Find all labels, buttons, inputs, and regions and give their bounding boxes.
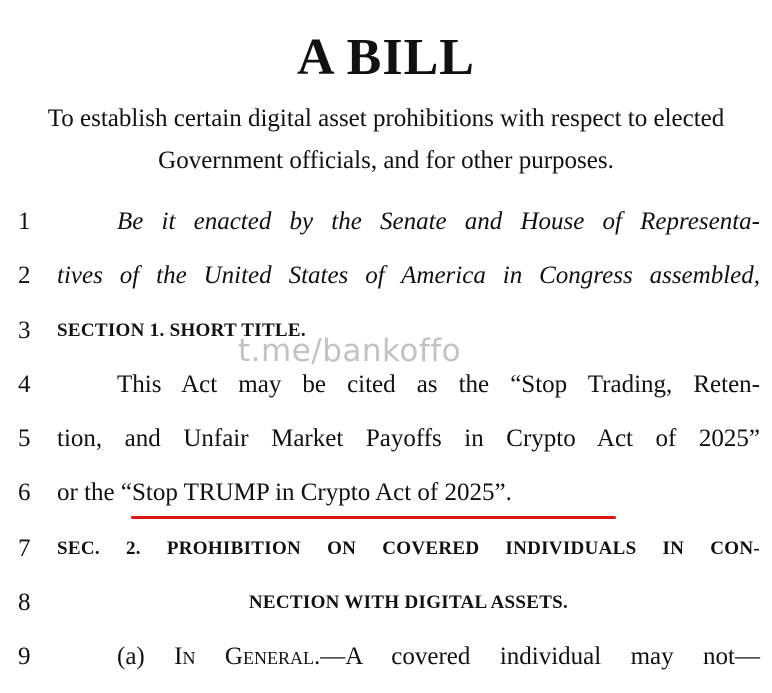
- line-text: Be it enacted by the Senate and House of Representa-: [117, 208, 760, 235]
- subsection-heading: In General.: [174, 643, 321, 670]
- bill-line-1: [0, 197, 772, 247]
- bill-title: A BILL: [297, 29, 475, 86]
- short-title-text: or the “Stop TRUMP in Crypto Act of 2025”.: [57, 479, 512, 506]
- bill-line-2: [0, 251, 772, 301]
- line-number: 8: [18, 589, 31, 616]
- line-number: 6: [18, 479, 31, 506]
- line-number: 2: [18, 262, 31, 289]
- bill-line-9: [0, 632, 772, 682]
- line-text: This Act may be cited as the “Stop Trading, Reten-: [117, 371, 760, 398]
- bill-line-6: [0, 468, 772, 518]
- bill-line-8: [0, 578, 772, 628]
- bill-line-5: [0, 414, 772, 464]
- watermark-text: t.me/bankoffo: [238, 333, 462, 369]
- line-number: 7: [18, 535, 31, 562]
- line-number: 1: [18, 208, 31, 235]
- bill-line-7: [0, 524, 772, 574]
- section-heading: SEC. 2. PROHIBITION ON COVERED INDIVIDUALS IN CON-: [57, 538, 760, 559]
- section-heading: SECTION 1. SHORT TITLE.: [57, 320, 306, 341]
- line-text: tives of the United States of America in Congress assembled,: [57, 262, 760, 289]
- subsection-text: —A covered individual may not—: [320, 643, 761, 670]
- bill-purpose: To establish certain digital asset prohibitions with respect to elected Government officials, and for other purposes.: [47, 105, 725, 174]
- line-text: [117, 632, 760, 682]
- line-number: 5: [18, 425, 31, 452]
- line-number: 9: [18, 643, 31, 670]
- line-number: 3: [18, 317, 31, 344]
- red-underline-highlight: [131, 516, 616, 519]
- line-number: 4: [18, 371, 31, 398]
- line-text: tion, and Unfair Market Payoffs in Crypto Act of 2025”: [57, 425, 760, 452]
- subsection-label: (a): [117, 643, 175, 670]
- section-heading-continued: NECTION WITH DIGITAL ASSETS.: [248, 592, 569, 613]
